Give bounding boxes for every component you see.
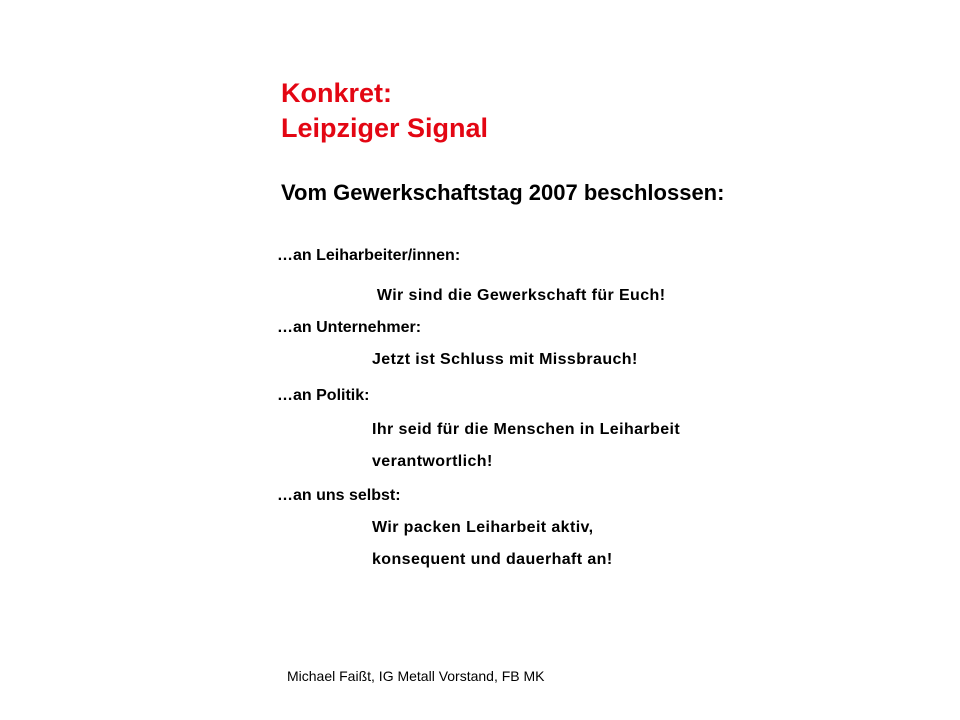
item-label-politik: …an Politik:: [277, 387, 370, 404]
item-label-leiharbeiter: …an Leiharbeiter/innen:: [277, 247, 461, 264]
item-message-line: konsequent und dauerhaft an!: [372, 551, 613, 568]
item-message-uns-selbst: [372, 516, 613, 572]
item-message-leiharbeiter: [372, 284, 665, 308]
item-message-politik: [372, 418, 680, 474]
slide-subtitle: Vom Gewerkschaftstag 2007 beschlossen:: [281, 180, 725, 205]
slide-title-line-2: Leipziger Signal: [281, 113, 489, 143]
item-label-uns-selbst: …an uns selbst:: [277, 487, 401, 504]
item-message-unternehmer: [372, 348, 638, 372]
item-message-line: Wir packen Leiharbeit aktiv,: [372, 519, 594, 536]
item-message-line: verantwortlich!: [372, 453, 493, 470]
footer-author: Michael Faißt, IG Metall Vorstand, FB MK: [287, 668, 545, 684]
item-message-line: Wir sind die Gewerkschaft für Euch!: [372, 287, 666, 304]
item-message-line: Jetzt ist Schluss mit Missbrauch!: [372, 351, 638, 368]
item-label-unternehmer: …an Unternehmer:: [277, 319, 422, 336]
item-message-line: Ihr seid für die Menschen in Leiharbeit: [372, 421, 681, 438]
slide-title: [281, 76, 488, 146]
slide-title-line-1: Konkret:: [281, 78, 393, 108]
